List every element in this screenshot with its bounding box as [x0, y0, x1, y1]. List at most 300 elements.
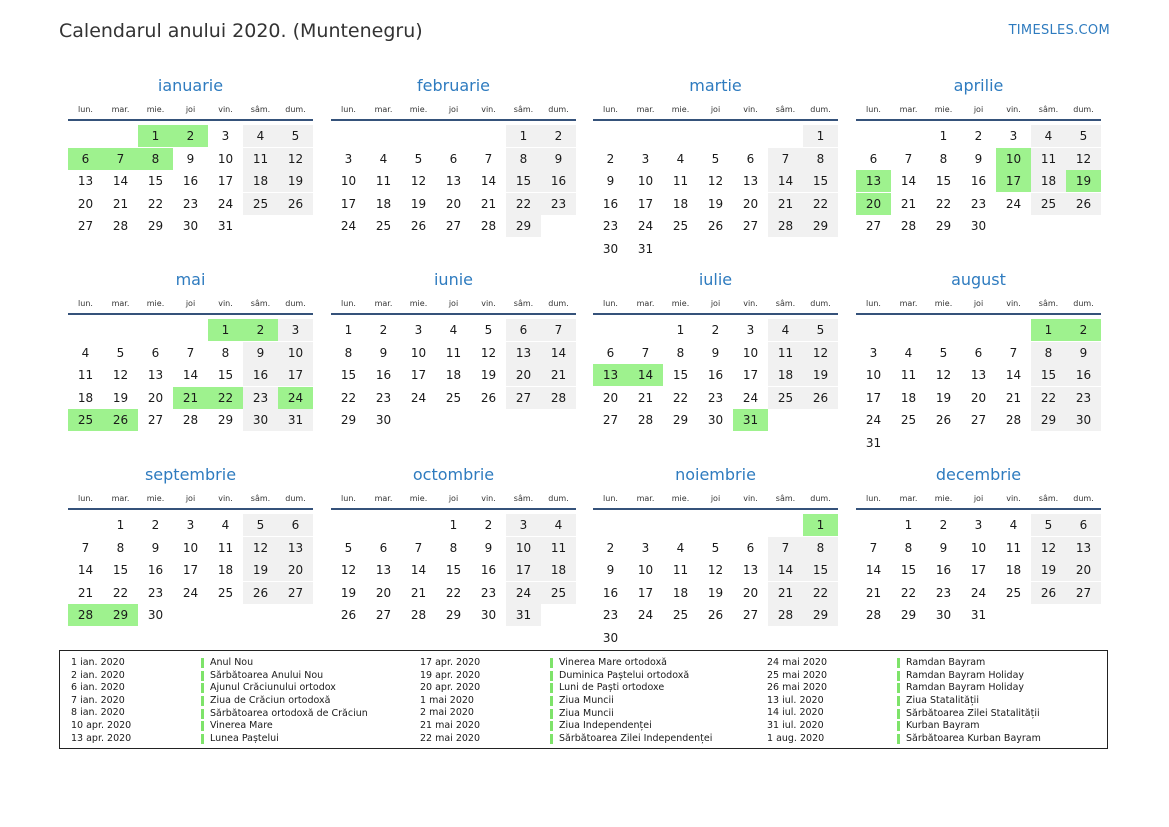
month-name: decembrie [935, 465, 1022, 484]
day: 28 [865, 608, 882, 622]
weekend-day: 21 [768, 582, 803, 604]
day: 27 [742, 608, 759, 622]
day: 23 [935, 585, 952, 600]
holiday-day: 13 [593, 364, 628, 386]
weekend-day: 29 [803, 215, 838, 237]
legend-date: 6 ian. 2020 [71, 682, 125, 694]
empty-cell [401, 125, 436, 147]
day: 3 [221, 129, 230, 143]
weekend-day: 11 [541, 537, 576, 559]
day: 11 [900, 368, 917, 382]
day: 29 [147, 219, 164, 233]
day: 15 [672, 368, 689, 382]
day: 7 [904, 151, 913, 166]
week-row [68, 514, 313, 536]
day: 15 [147, 174, 164, 188]
weekend-day: 30 [1066, 409, 1101, 431]
weekend-day: 18 [1031, 170, 1066, 192]
weekday-label: sâm. [1038, 105, 1059, 114]
weekday-label: mar. [636, 299, 655, 308]
week-row [331, 559, 576, 581]
month-iunie [331, 268, 576, 432]
day: 20 [375, 585, 392, 600]
day: 13 [147, 368, 164, 382]
day: 2 [606, 540, 615, 555]
day: 17 [970, 563, 987, 577]
legend-date: 17 apr. 2020 [420, 657, 481, 668]
weekend-day: 13 [506, 342, 541, 364]
day: 30 [970, 219, 987, 233]
weekday-label: mie. [934, 494, 953, 503]
weekend-day: 10 [506, 537, 541, 559]
day: 7 [641, 345, 650, 360]
day: 25 [672, 608, 689, 622]
day: 3 [974, 518, 983, 532]
day: 13 [970, 368, 987, 382]
day: 8 [449, 540, 458, 555]
empty-cell [331, 125, 366, 147]
weekend-day: 12 [243, 537, 278, 559]
day: 16 [707, 368, 724, 382]
day: 11 [77, 368, 94, 382]
week-row [856, 559, 1101, 581]
weekend-day: 4 [243, 125, 278, 147]
weekday-header [593, 492, 838, 505]
week-row [331, 125, 576, 147]
day: 6 [746, 540, 755, 555]
day: 5 [414, 151, 423, 166]
week-row [68, 604, 313, 626]
weekend-day: 14 [541, 342, 576, 364]
legend-holiday-name: Ziua Muncii [550, 709, 614, 719]
weekday-label: vin. [481, 494, 496, 503]
day: 3 [1009, 129, 1018, 143]
day: 18 [1005, 563, 1022, 577]
day: 7 [484, 151, 493, 166]
day: 18 [672, 196, 689, 211]
empty-cell [856, 125, 891, 147]
legend-holiday-name: Vinerea Mare [201, 721, 273, 731]
weekday-label: mie. [671, 299, 690, 308]
weekend-day: 25 [541, 582, 576, 604]
weekday-label: lun. [78, 494, 93, 503]
day: 15 [112, 563, 129, 577]
empty-cell [926, 319, 961, 341]
weekend-day: 15 [1031, 364, 1066, 386]
day: 25 [672, 219, 689, 233]
legend-holiday-name: Sărbătoarea Kurban Bayram [897, 734, 1041, 744]
holiday-day: 20 [856, 193, 891, 215]
day: 17 [340, 196, 357, 211]
day: 4 [449, 323, 458, 337]
day: 17 [637, 585, 654, 600]
day: 24 [217, 196, 234, 211]
day: 2 [379, 323, 388, 337]
weekday-label: mie. [671, 494, 690, 503]
month-name: august [951, 270, 1006, 289]
weekend-day: 30 [243, 409, 278, 431]
week-row [856, 319, 1101, 341]
day: 6 [379, 540, 388, 555]
holiday-day: 29 [103, 604, 138, 626]
weekday-label: dum. [285, 105, 306, 114]
weekday-header [68, 297, 313, 310]
day: 14 [1005, 368, 1022, 382]
weekend-day: 28 [768, 215, 803, 237]
header-rule [593, 119, 838, 121]
day: 17 [410, 368, 427, 382]
day: 8 [344, 345, 353, 360]
day: 23 [182, 196, 199, 211]
holiday-day: 2 [173, 125, 208, 147]
weekend-day: 11 [243, 148, 278, 170]
weekday-label: mie. [934, 105, 953, 114]
month-name: ianuarie [157, 76, 224, 95]
weekday-label: lun. [866, 105, 881, 114]
weekday-label: mar. [374, 299, 393, 308]
header-rule [593, 508, 838, 510]
week-row [856, 582, 1101, 604]
weekday-label: mie. [146, 105, 165, 114]
day: 15 [217, 368, 234, 382]
weekday-label: sâm. [250, 494, 271, 503]
day: 13 [445, 174, 462, 188]
day: 17 [182, 563, 199, 577]
day: 10 [182, 540, 199, 555]
week-row [593, 319, 838, 341]
weekday-label: vin. [743, 494, 758, 503]
empty-cell [698, 514, 733, 536]
day: 14 [182, 368, 199, 382]
day: 24 [742, 390, 759, 405]
weekday-label: joi [710, 299, 721, 308]
weekend-day: 27 [278, 582, 313, 604]
empty-cell [138, 319, 173, 341]
weekend-day: 8 [803, 537, 838, 559]
legend-holiday-name: Anul Nou [201, 658, 253, 668]
week-row [856, 170, 1101, 192]
empty-cell [768, 125, 803, 147]
weekend-day: 14 [768, 170, 803, 192]
week-row [856, 604, 1101, 626]
month-octombrie [331, 463, 576, 627]
weekend-day: 21 [541, 364, 576, 386]
day: 4 [676, 540, 685, 555]
day: 23 [970, 196, 987, 211]
holiday-day: 8 [138, 148, 173, 170]
day: 10 [742, 345, 759, 360]
week-row [331, 170, 576, 192]
week-row [593, 387, 838, 409]
day: 8 [676, 345, 685, 360]
week-row [593, 342, 838, 364]
weekend-day: 22 [506, 193, 541, 215]
week-row [856, 125, 1101, 147]
weekday-label: dum. [810, 494, 831, 503]
legend-date: 7 ian. 2020 [71, 694, 125, 706]
empty-cell [733, 514, 768, 536]
weekday-label: mar. [636, 105, 655, 114]
holiday-day: 2 [243, 319, 278, 341]
day: 14 [77, 563, 94, 577]
day: 20 [77, 196, 94, 211]
holiday-day: 24 [278, 387, 313, 409]
day: 5 [711, 540, 720, 555]
holiday-day: 17 [996, 170, 1031, 192]
week-row [593, 409, 838, 431]
empty-cell [891, 319, 926, 341]
day: 7 [1009, 345, 1018, 360]
week-row [68, 582, 313, 604]
empty-cell [733, 125, 768, 147]
day: 30 [602, 241, 619, 256]
day: 12 [707, 563, 724, 577]
weekend-day: 5 [803, 319, 838, 341]
week-row [593, 215, 838, 237]
day: 10 [217, 151, 234, 166]
weekend-day: 16 [243, 364, 278, 386]
weekday-label: dum. [285, 494, 306, 503]
day: 22 [445, 585, 462, 600]
day: 23 [480, 585, 497, 600]
day: 18 [672, 585, 689, 600]
day: 24 [637, 608, 654, 622]
day: 7 [81, 540, 90, 555]
weekday-label: mie. [409, 105, 428, 114]
weekday-label: mar. [111, 299, 130, 308]
weekend-day: 15 [506, 170, 541, 192]
day: 7 [414, 540, 423, 555]
legend-date: 31 iul. 2020 [767, 719, 824, 731]
day: 28 [410, 608, 427, 622]
legend-holiday-name: Sărbătoarea Anului Nou [201, 671, 323, 681]
weekend-day: 23 [1066, 387, 1101, 409]
week-row [856, 514, 1101, 536]
weekend-day: 25 [1031, 193, 1066, 215]
site-link[interactable]: TIMESLES.COM [1008, 23, 1110, 38]
day: 30 [935, 608, 952, 622]
weekday-label: dum. [285, 299, 306, 308]
week-row [856, 193, 1101, 215]
day: 10 [410, 345, 427, 360]
week-row [856, 387, 1101, 409]
week-row [68, 559, 313, 581]
empty-cell [663, 125, 698, 147]
day: 23 [602, 219, 619, 233]
weekday-label: mar. [899, 299, 918, 308]
legend-holiday-name: Ziua Independenței [550, 721, 652, 731]
day: 27 [445, 219, 462, 233]
weekday-label: joi [448, 105, 459, 114]
legend-date: 13 apr. 2020 [71, 732, 132, 744]
weekday-label: sâm. [775, 105, 796, 114]
day: 5 [711, 151, 720, 166]
week-row [68, 387, 313, 409]
holiday-day: 1 [138, 125, 173, 147]
header-rule [68, 508, 313, 510]
week-row [68, 193, 313, 215]
day: 9 [151, 540, 160, 555]
day: 5 [939, 345, 948, 360]
empty-cell [68, 319, 103, 341]
day: 5 [484, 323, 493, 337]
day: 6 [974, 345, 983, 360]
page-title: Calendarul anului 2020. (Muntenegru) [59, 20, 423, 42]
weekday-label: lun. [866, 494, 881, 503]
weekend-day: 8 [1031, 342, 1066, 364]
day: 18 [77, 390, 94, 405]
weekday-label: vin. [218, 494, 233, 503]
weekend-day: 22 [1031, 387, 1066, 409]
week-row [856, 148, 1101, 170]
week-row [593, 364, 838, 386]
legend-holiday-name: Kurban Bayram [897, 721, 980, 731]
weekday-label: joi [710, 494, 721, 503]
month-august [856, 268, 1101, 454]
empty-cell [68, 514, 103, 536]
weekday-label: lun. [341, 299, 356, 308]
month-name: mai [175, 270, 206, 289]
empty-cell [628, 319, 663, 341]
weekend-day: 6 [278, 514, 313, 536]
holiday-day: 25 [68, 409, 103, 431]
day: 28 [182, 413, 199, 427]
weekday-label: vin. [218, 299, 233, 308]
day: 26 [707, 608, 724, 622]
day: 4 [904, 345, 913, 360]
week-row [68, 364, 313, 386]
day: 20 [742, 585, 759, 600]
day: 9 [379, 345, 388, 360]
week-row [593, 582, 838, 604]
legend-date: 20 apr. 2020 [420, 682, 481, 694]
empty-cell [698, 125, 733, 147]
weekend-day: 25 [243, 193, 278, 215]
day: 23 [602, 608, 619, 622]
day: 3 [746, 323, 755, 337]
day: 3 [641, 151, 650, 166]
holiday-day: 2 [1066, 319, 1101, 341]
day: 27 [602, 413, 619, 427]
day: 25 [445, 390, 462, 405]
day: 27 [375, 608, 392, 622]
week-row [331, 319, 576, 341]
legend-date: 21 mai 2020 [420, 719, 481, 731]
holiday-day: 21 [173, 387, 208, 409]
weekend-day: 18 [768, 364, 803, 386]
day: 16 [480, 563, 497, 577]
header-rule [331, 119, 576, 121]
day: 28 [1005, 413, 1022, 427]
legend-holiday-name: Sărbătoarea Zilei Statalității [897, 709, 1040, 719]
weekend-day: 16 [541, 170, 576, 192]
legend-date: 8 ian. 2020 [71, 707, 125, 719]
day: 29 [935, 219, 952, 233]
legend-date: 1 aug. 2020 [767, 732, 825, 744]
week-row [331, 342, 576, 364]
day: 25 [217, 585, 234, 600]
day: 19 [480, 368, 497, 382]
legend-holiday-name: Duminica Paștelui ortodoxă [550, 671, 689, 681]
header-rule [593, 313, 838, 315]
legend-date: 1 mai 2020 [420, 694, 474, 706]
day: 11 [375, 174, 392, 188]
weekend-day: 12 [278, 148, 313, 170]
day: 22 [147, 196, 164, 211]
day: 15 [445, 563, 462, 577]
month-name: iunie [433, 270, 473, 289]
weekday-label: lun. [603, 299, 618, 308]
weekend-day: 5 [1066, 125, 1101, 147]
empty-cell [593, 125, 628, 147]
day: 8 [939, 151, 948, 166]
header-rule [331, 508, 576, 510]
day: 11 [445, 345, 462, 360]
month-mai [68, 268, 313, 432]
day: 3 [344, 151, 353, 166]
month-martie [593, 74, 838, 260]
header-rule [68, 119, 313, 121]
day: 26 [935, 413, 952, 427]
day: 2 [974, 129, 983, 143]
weekday-label: lun. [78, 105, 93, 114]
day: 1 [344, 323, 353, 337]
weekend-day: 20 [1066, 559, 1101, 581]
day: 29 [217, 413, 234, 427]
weekend-day: 6 [506, 319, 541, 341]
weekday-label: vin. [1006, 299, 1021, 308]
week-row [68, 125, 313, 147]
day: 28 [637, 413, 654, 427]
weekend-day: 29 [803, 604, 838, 626]
weekday-label: mie. [671, 105, 690, 114]
day: 16 [375, 368, 392, 382]
weekday-label: joi [185, 494, 196, 503]
day: 9 [186, 151, 195, 166]
day: 12 [410, 174, 427, 188]
day: 24 [970, 585, 987, 600]
weekday-header [68, 103, 313, 116]
legend-holiday-name: Vinerea Mare ortodoxă [550, 658, 667, 668]
holiday-day: 19 [1066, 170, 1101, 192]
day: 2 [711, 323, 720, 337]
empty-cell [891, 125, 926, 147]
week-row [331, 582, 576, 604]
weekend-day: 26 [1066, 193, 1101, 215]
week-row [331, 537, 576, 559]
empty-cell [768, 514, 803, 536]
weekday-label: dum. [810, 299, 831, 308]
weekend-day: 20 [278, 559, 313, 581]
day: 21 [77, 585, 94, 600]
weekend-day: 18 [243, 170, 278, 192]
empty-cell [593, 319, 628, 341]
day: 21 [480, 196, 497, 211]
day: 10 [340, 174, 357, 188]
legend-holiday-name: Ramdan Bayram Holiday [897, 683, 1024, 693]
empty-cell [663, 514, 698, 536]
header-rule [856, 313, 1101, 315]
weekday-label: mar. [899, 105, 918, 114]
weekend-day: 28 [541, 387, 576, 409]
week-row [68, 537, 313, 559]
day: 12 [707, 174, 724, 188]
day: 21 [1005, 390, 1022, 405]
day: 24 [865, 413, 882, 427]
weekend-day: 19 [803, 364, 838, 386]
weekend-day: 4 [541, 514, 576, 536]
empty-cell [628, 125, 663, 147]
